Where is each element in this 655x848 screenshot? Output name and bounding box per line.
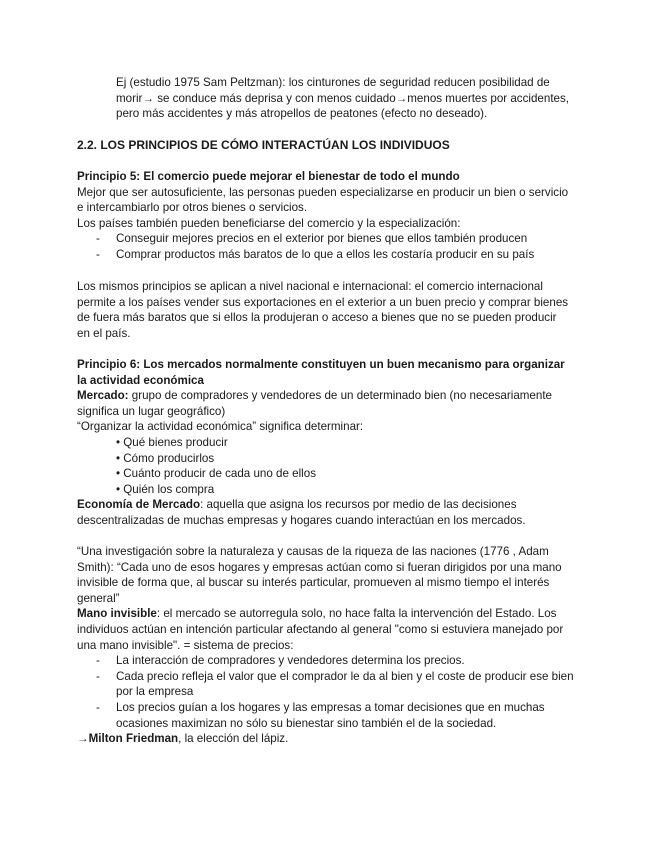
text-line: Smith): “Cada uno de esos hogares y empresas actúan como si fueran dirigidos por una mano xyxy=(77,560,562,574)
text-line: de fuera más baratos que si ellos la produjeran o acceso a bienes que no se pueden producir xyxy=(77,311,557,325)
text-line: en el país. xyxy=(77,326,131,340)
text-line: “Organizar la actividad económica” significa determinar: xyxy=(77,420,364,434)
term-mano-invisible: Mano invisible xyxy=(77,607,157,621)
section-heading: 2.2. LOS PRINCIPIOS DE CÓMO INTERACTÚAN LOS INDIVIDUOS xyxy=(77,138,450,152)
friedman-name: Milton Friedman xyxy=(88,732,179,746)
text-line: general” xyxy=(77,591,120,605)
text-line: permite a los países vender sus exportaciones en el exterior a un buen precio y comprar bienes xyxy=(77,295,569,309)
economia-definition xyxy=(77,497,585,513)
list-item: Conseguir mejores precios en el exterior por bienes que ellos también producen xyxy=(116,232,528,246)
principle-6 xyxy=(77,357,585,435)
friedman-reference xyxy=(77,731,585,747)
list-marker: - xyxy=(96,248,100,261)
list-item: Cada precio refleja el valor que el comprador le da al bien y el coste de producir ese bien por la empresa xyxy=(116,669,574,699)
text-line: Ej (estudio 1975 Sam Peltzman): los cinturones de seguridad reducen posibilidad de xyxy=(116,76,550,89)
arrow-icon: → xyxy=(77,732,89,746)
definition-text: : el mercado se autorregula solo, no hace falta la intervención del Estado. Los xyxy=(156,607,557,621)
bullet-item: • Cuánto producir de cada uno de ellos xyxy=(116,467,316,481)
mano-invisible-definition xyxy=(77,606,585,622)
economia-mercado xyxy=(77,497,585,528)
friedman-line xyxy=(77,731,585,747)
principle-6-title: la actividad económica xyxy=(77,373,204,387)
principle-5-paragraph xyxy=(77,279,585,341)
text-line: descentralizadas de muchas empresas y hogares cuando interactúan en los mercados. xyxy=(77,513,526,527)
text-line: una mano invisible". = sistema de precios: xyxy=(77,638,294,652)
term-mercado: Mercado: xyxy=(77,389,129,403)
smith-quote xyxy=(77,544,585,653)
text-line: significa un lugar geográfico) xyxy=(77,404,226,418)
term-economia: Economía de Mercado xyxy=(77,498,201,512)
definition-text: : aquella que asigna los recursos por medio de las decisiones xyxy=(200,498,517,512)
list-marker: - xyxy=(96,654,100,668)
text-line: Mejor que ser autosuficiente, las personas pueden especializarse en producir un bien o servicio xyxy=(77,185,569,199)
text-line: pero más accidentes y más atropellos de peatones (efecto no deseado). xyxy=(116,107,488,121)
text-line: Los mismos principios se aplican a nivel nacional e internacional: el comercio internacional xyxy=(77,280,543,293)
principle-5 xyxy=(77,169,585,231)
example-note xyxy=(116,75,586,122)
mercado-definition xyxy=(77,388,585,404)
list-item: Los precios guían a los hogares y las empresas a tomar decisiones que en muchas ocasiones maximizan no sólo su bienestar sino también el de la sociedad. xyxy=(116,701,545,730)
principle-5-title: Principio 5: El comercio puede mejorar el bienestar de todo el mundo xyxy=(77,170,460,183)
list-marker: - xyxy=(96,669,100,683)
bullet-item: • Qué bienes producir xyxy=(116,436,228,449)
definition-text: grupo de compradores y vendedores de un determinado bien (no necesariamente xyxy=(128,389,552,403)
list-marker: - xyxy=(96,232,100,246)
bullet-item: • Cómo producirlos xyxy=(116,451,215,465)
list-item: La interacción de compradores y vendedores determina los precios. xyxy=(116,654,465,668)
text-line: e intercambiarlo por otros bienes o servicios. xyxy=(77,201,308,215)
text-line: invisible de forma que, al buscar su interés particular, promueven al mismo tiempo el interés xyxy=(77,576,550,590)
list-item: Comprar productos más baratos de lo que a ellos les costaría producir en su país xyxy=(116,248,535,261)
text-line: individuos actúan en intención particular afectando al general "como si estuviera manejado por xyxy=(77,622,564,636)
text-line: morir→ se conduce más deprisa y con menos cuidado→menos muertes por accidentes, xyxy=(116,91,570,105)
text-line: Los países también pueden beneficiarse del comercio y la especialización: xyxy=(77,216,461,230)
principle-6-title: Principio 6: Los mercados normalmente constituyen un buen mecanismo para organizar xyxy=(77,358,565,371)
list-marker: - xyxy=(96,701,100,714)
friedman-text: , la elección del lápiz. xyxy=(178,732,289,746)
text-line: “Una investigación sobre la naturaleza y causas de la riqueza de las naciones (1776 , Adam xyxy=(77,545,549,558)
bullet-item: • Quién los compra xyxy=(116,482,215,496)
